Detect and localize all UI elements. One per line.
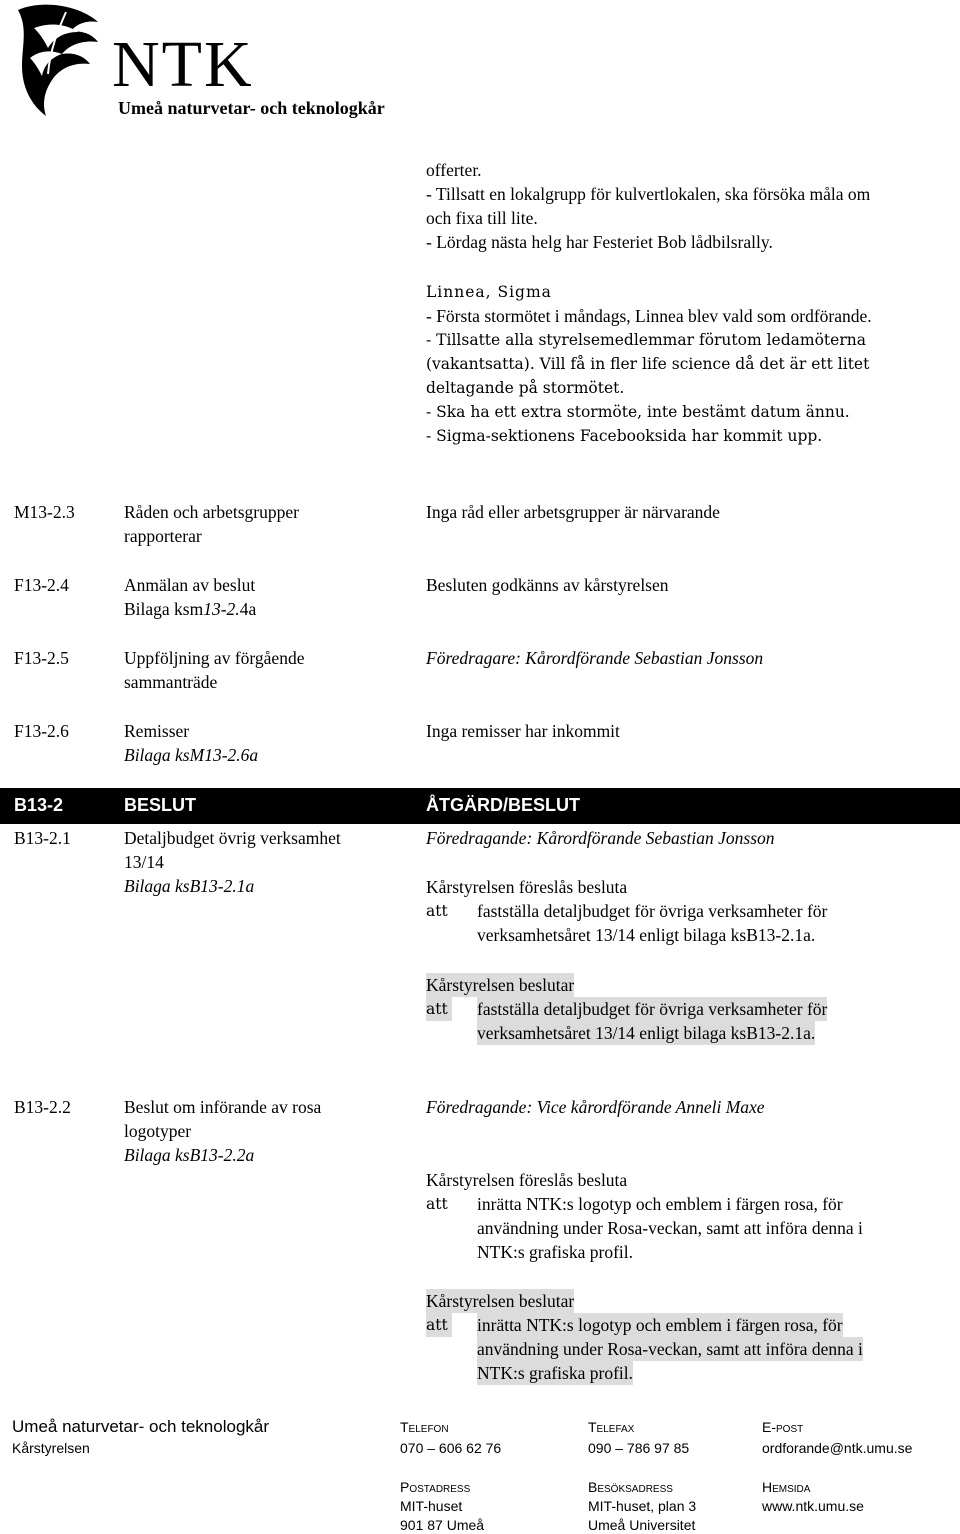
footer-visit-label: Besöksadress [588,1479,673,1495]
decision-code: B13-2.2 [14,1097,71,1117]
proposal-heading: Kårstyrelsen föreslås besluta [426,877,628,897]
footer-visit-line: MIT-huset, plan 3 [588,1498,697,1514]
item-title-line: sammanträde [124,672,218,692]
footer-dept: Kårstyrelsen [12,1440,90,1456]
footer-phone: 070 – 606 62 76 [400,1440,502,1456]
decision-title [124,1095,321,1167]
text-line: och fixa till lite. [426,208,538,228]
item-text: Inga råd eller arbetsgrupper är närvarande [426,502,720,522]
footer-web[interactable]: www.ntk.umu.se [762,1498,864,1514]
att-label: att [426,1195,448,1213]
text-line: - Tillsatt en lokalgrupp för kulvertlokalen, ska försöka måla om [426,184,871,204]
section-right-title: ÅTGÄRD/BESLUT [426,795,580,815]
decision-title [124,826,341,898]
linnea-sigma-block [426,280,872,448]
att-label: att [426,1313,452,1337]
decision-presenter: Föredragande: Vice kårordförande Anneli Maxe [426,1097,765,1117]
item-text: Inga remisser har inkommit [426,721,620,741]
section-header-bar [0,788,960,824]
decision-heading: Kårstyrelsen beslutar [426,975,575,995]
footer-postal-line: MIT-huset [400,1498,463,1514]
section-title: BESLUT [124,795,196,815]
text-line: offerter. [426,160,482,180]
footer-email-label: E-post [762,1419,804,1435]
footer-org: Umeå naturvetar- och teknologkår [12,1417,270,1436]
text-line: NTK:s grafiska profil. [477,1363,634,1383]
text-line: - Lördag nästa helg har Festeriet Bob lådbilsrally. [426,232,773,252]
item-title-line: Remisser [124,721,190,741]
linnea-heading: Linnea, Sigma [426,283,552,301]
top-text-block [426,158,870,254]
item-title [124,500,299,548]
text-line: användning under Rosa-veckan, samt att införa denna i [477,1339,863,1359]
footer-fax: 090 – 786 97 85 [588,1440,690,1456]
item-code: M13-2.3 [14,502,75,522]
title-line: 13/14 [124,852,164,872]
footer-web-label: Hemsida [762,1479,811,1495]
section-code: B13-2 [14,795,64,815]
text-line: (vakantsatta). Vill få in fler life science då det är ett litet [426,355,870,373]
proposal-text [477,899,827,947]
item-code: F13-2.6 [14,721,69,741]
title-line: Detaljbudget övrig verksamhet [124,828,341,848]
item-title-line: Uppföljning av förgående [124,648,305,668]
decision-text [477,1313,863,1385]
item-title [124,573,256,621]
item-code: F13-2.5 [14,648,69,668]
text-line: inrätta NTK:s logotyp och emblem i färgen rosa, för [477,1315,843,1335]
text-line: deltagande på stormötet. [426,379,625,397]
footer-postal-label: Postadress [400,1479,471,1495]
decision-attachment: Bilaga ksB13-2.1a [124,876,255,896]
text-line: fastställa detaljbudget för övriga verksamheter för [477,999,828,1019]
title-line: Beslut om införande av rosa [124,1097,322,1117]
item-title [124,646,304,694]
att-label: att [426,902,448,920]
item-title-line: rapporterar [124,526,202,546]
footer-email[interactable]: ordforande@ntk.umu.se [762,1440,913,1456]
text-line: NTK:s grafiska profil. [477,1242,634,1262]
text-line: - Ska ha ett extra stormöte, inte bestämt datum ännu. [426,403,850,421]
item-title-line: Anmälan av beslut [124,575,256,595]
text-line: fastställa detaljbudget för övriga verksamheter för [477,901,828,921]
decision-text [477,997,827,1045]
item-code: F13-2.4 [14,575,69,595]
footer-fax-label: Telefax [588,1419,635,1435]
text-line: inrätta NTK:s logotyp och emblem i färgen rosa, för [477,1194,843,1214]
item-title-line: Råden och arbetsgrupper [124,502,299,522]
item-text: Föredragare: Kårordförande Sebastian Jonsson [426,648,764,668]
text-line: - Sigma-sektionens Facebooksida har kommit upp. [426,427,823,445]
text-line: användning under Rosa-veckan, samt att införa denna i [477,1218,863,1238]
decision-heading: Kårstyrelsen beslutar [426,1291,575,1311]
logo-subtitle: Umeå naturvetar- och teknologkår [118,98,385,118]
text-line: verksamhetsåret 13/14 enligt bilaga ksB13-2.1a. [477,1023,816,1043]
logo-wordmark: NTK [112,28,254,101]
proposal-heading: Kårstyrelsen föreslås besluta [426,1170,628,1190]
title-line: logotyper [124,1121,192,1141]
footer-postal-line: 901 87 Umeå [400,1517,485,1533]
item-attachment: Bilaga ksm13-2.4a [124,599,257,619]
proposal-text [477,1192,863,1264]
footer-visit-line: Umeå Universitet [588,1517,696,1533]
decision-code: B13-2.1 [14,828,71,848]
text-line: - Tillsatte alla styrelsemedlemmar förutom ledamöterna [426,331,866,349]
ntk-logo [0,0,385,130]
decision-presenter: Föredragande: Kårordförande Sebastian Jonsson [426,828,775,848]
text-line: - Första stormötet i måndags, Linnea blev vald som ordförande. [426,306,872,326]
text-line: verksamhetsåret 13/14 enligt bilaga ksB13-2.1a. [477,925,816,945]
item-text: Besluten godkänns av kårstyrelsen [426,575,669,595]
att-label: att [426,997,452,1021]
footer-phone-label: Telefon [400,1419,449,1435]
item-title [124,719,258,767]
item-attachment: Bilaga ksM13-2.6a [124,745,259,765]
decision-attachment: Bilaga ksB13-2.2a [124,1145,255,1165]
